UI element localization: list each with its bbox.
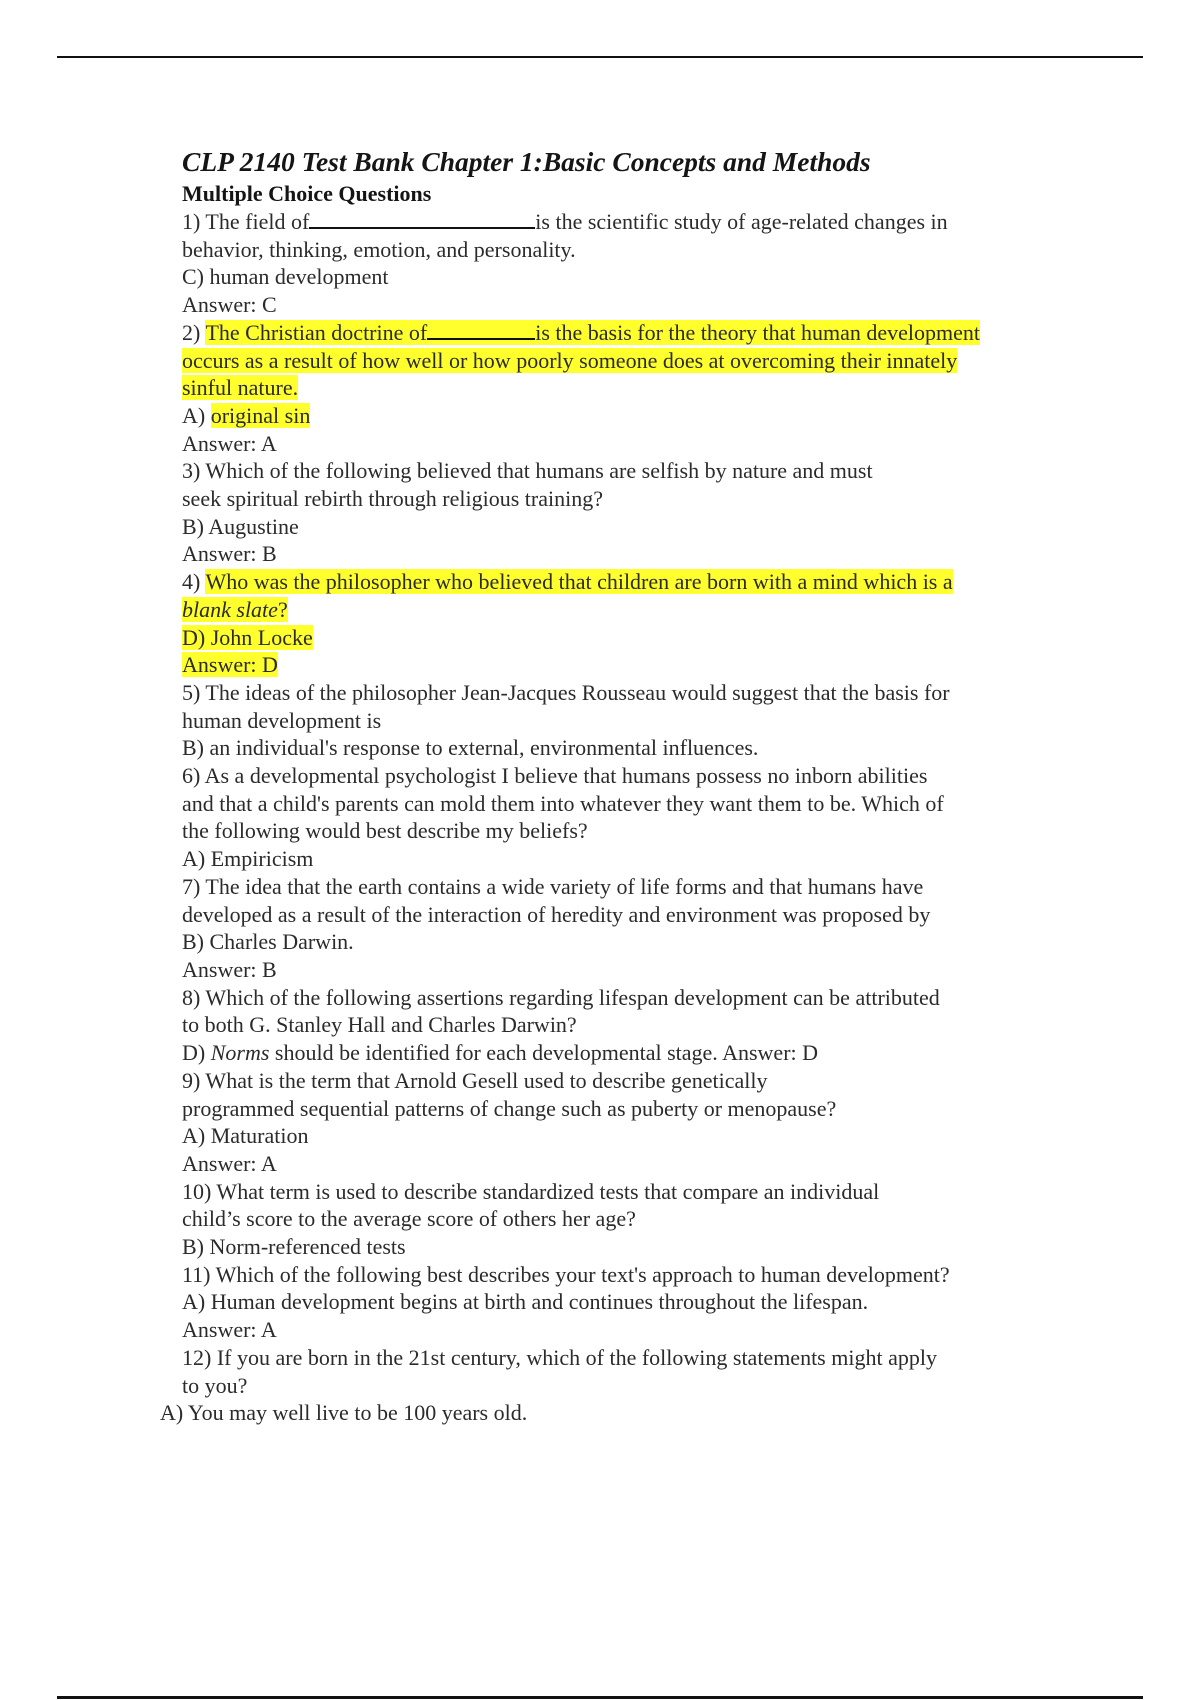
question-1-choice: C) human development [182,264,389,290]
bottom-rule [57,1696,1143,1699]
question-11-choice: A) Human development begins at birth and continues throughout the lifespan. [182,1289,869,1315]
highlight: blank slate? [182,596,288,622]
question-7-choice: B) Charles Darwin. [182,929,354,955]
question-3-answer: Answer: B [182,541,277,567]
question-2-choice: A) original sin [182,402,311,428]
question-12-line-2: to you? [182,1372,248,1398]
question-8-choice: D) Norms should be identified for each developmental stage. Answer: D [182,1040,819,1066]
highlight: Who was the philosopher who believed that children are born with a mind which is a [205,569,953,595]
question-2-line-3 [182,374,1082,402]
question-4: 4) Who was the philosopher who believed that children are born with a mind which is a [182,569,953,595]
document-body [160,144,1082,1427]
question-6-line-2: and that a child's parents can mold them into whatever they want them to be. Which of [182,790,944,816]
question-3-choice: B) Augustine [182,513,299,539]
question-10-line-2: child’s score to the average score of others her age? [182,1206,636,1232]
highlight: D) John Locke [182,624,313,650]
question-5-choice: B) an individual's response to external, environmental influences. [182,735,759,761]
question-8: 8) Which of the following assertions regarding lifespan development can be attributed [182,984,940,1010]
document-title: CLP 2140 Test Bank Chapter 1:Basic Concepts and Methods [182,146,871,177]
question-2: 2) The Christian doctrine of is the basis for the theory that human development [182,319,980,345]
question-8-line-2: to both G. Stanley Hall and Charles Darwin? [182,1012,577,1038]
question-2-line-2 [182,347,1082,375]
question-6-choice: A) Empiricism [182,846,314,872]
question-11: 11) Which of the following best describes your text's approach to human development? [182,1261,950,1287]
question-9: 9) What is the term that Arnold Gesell used to describe genetically [182,1067,768,1093]
question-9-answer: Answer: A [182,1150,277,1176]
question-5: 5) The ideas of the philosopher Jean-Jacques Rousseau would suggest that the basis for [182,679,950,705]
highlight: original sin [210,402,311,428]
section-heading: Multiple Choice Questions [182,181,432,206]
top-rule [57,56,1143,58]
question-7-line-2: developed as a result of the interaction of heredity and environment was proposed by [182,901,931,927]
question-1-line-2: behavior, thinking, emotion, and personality. [182,236,576,262]
question-11-answer: Answer: A [182,1317,277,1343]
highlight: sinful nature. [182,375,299,401]
question-12-choice: A) You may well live to be 100 years old. [160,1400,528,1426]
fill-in-blank [427,320,535,340]
question-1: 1) The field of is the scientific study of age-related changes in [182,209,948,234]
question-4-answer [182,651,1082,679]
highlight: Answer: D [182,652,278,678]
question-7-answer: Answer: B [182,956,277,982]
question-9-line-2: programmed sequential patterns of change such as puberty or menopause? [182,1095,837,1121]
question-10-choice: B) Norm-referenced tests [182,1234,406,1260]
question-4-line-2 [182,596,1082,624]
fill-in-blank [309,209,535,229]
question-1-answer: Answer: C [182,292,277,318]
highlight: The Christian doctrine of is the basis for the theory that human development [205,319,980,345]
question-6: 6) As a developmental psychologist I believe that humans possess no inborn abilities [182,763,928,789]
question-6-line-3: the following would best describe my beliefs? [182,818,588,844]
question-7: 7) The idea that the earth contains a wide variety of life forms and that humans have [182,873,924,899]
question-9-choice: A) Maturation [182,1123,309,1149]
question-4-choice [182,624,1082,652]
question-12: 12) If you are born in the 21st century, which of the following statements might apply [182,1344,937,1370]
question-10: 10) What term is used to describe standardized tests that compare an individual [182,1178,880,1204]
question-3-line-2: seek spiritual rebirth through religious training? [182,486,603,512]
question-2-answer: Answer: A [182,430,277,456]
question-3: 3) Which of the following believed that humans are selfish by nature and must [182,458,873,484]
question-5-line-2: human development is [182,707,382,733]
highlight: occurs as a result of how well or how poorly someone does at overcoming their innately [182,347,958,373]
